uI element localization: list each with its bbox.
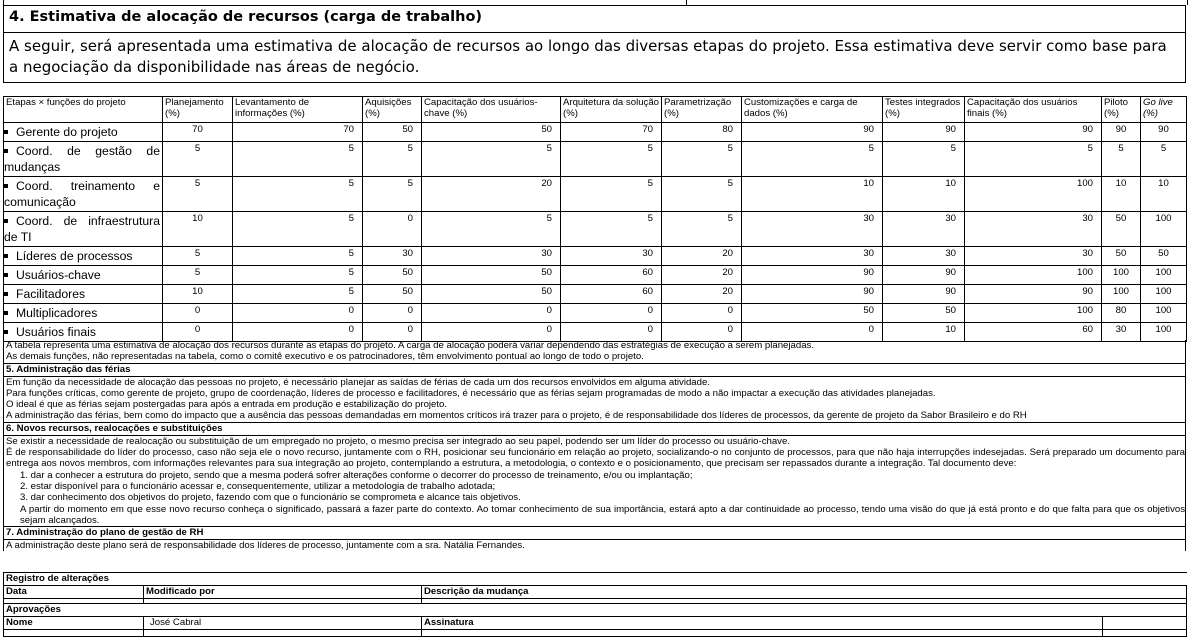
value-cell: 10 <box>1102 177 1141 212</box>
column-header: Assinatura <box>422 617 1103 630</box>
role-cell <box>4 142 163 177</box>
bullet-icon <box>4 311 8 315</box>
value-cell: 50 <box>422 266 561 285</box>
value-cell: 90 <box>883 123 965 142</box>
value-cell: 90 <box>742 266 883 285</box>
table-row <box>4 266 1187 285</box>
column-header: Piloto (%) <box>1102 97 1141 123</box>
bullet-icon <box>4 184 8 188</box>
value-cell: 30 <box>883 212 965 247</box>
bullet-icon <box>4 254 8 258</box>
value-cell: 10 <box>163 285 233 304</box>
value-cell: 30 <box>422 247 561 266</box>
value-cell: 80 <box>1102 304 1141 323</box>
value-cell: 50 <box>422 123 561 142</box>
paragraph: Se existir a necessidade de realocação ou substituição de um empregado no projeto, o mesmo precisa ser integrado ao seu papel, podendo ser um líder do processo ou usuário-chave. <box>6 435 790 447</box>
section-6-heading: 6. Novos recursos, realocações e substituições <box>4 422 1185 436</box>
value-cell: 10 <box>163 212 233 247</box>
value-cell: 5 <box>561 177 662 212</box>
column-header: Planejamento (%) <box>163 97 233 123</box>
value-cell: 20 <box>422 177 561 212</box>
role-cell <box>4 212 163 247</box>
column-header: Capacitação dos usuários-chave (%) <box>422 97 561 123</box>
table-row <box>4 212 1187 247</box>
notes-and-sections <box>3 340 1186 551</box>
value-cell: 100 <box>965 177 1102 212</box>
table-row <box>4 285 1187 304</box>
paragraph: Para funções críticas, como gerente de projeto, grupo de coordenação, líderes de processo e facilitadores, é necessário que as férias sejam programadas de modo a não impactar a execução das atividades planejadas. <box>6 387 936 399</box>
value-cell: 100 <box>1141 323 1187 342</box>
value-cell: 5 <box>163 247 233 266</box>
value-cell: 90 <box>883 266 965 285</box>
value-cell: 30 <box>965 212 1102 247</box>
value-cell: 5 <box>233 212 363 247</box>
value-cell: 0 <box>363 304 422 323</box>
value-cell: 5 <box>233 266 363 285</box>
role-label: Coord. treinamento e comunicação <box>4 179 160 209</box>
section-title: 4. Estimativa de alocação de recursos (carga de trabalho) <box>4 6 1185 33</box>
table-row <box>4 123 1187 142</box>
table-row <box>4 304 1187 323</box>
allocation-header-row <box>4 97 1187 123</box>
column-header: Data <box>4 586 144 599</box>
value-cell: 5 <box>1141 142 1187 177</box>
approvals-heading: Aprovações <box>4 604 1187 617</box>
role-cell <box>4 304 163 323</box>
value-cell: 0 <box>363 323 422 342</box>
value-cell: 5 <box>363 177 422 212</box>
list-item: 3. dar conhecimento dos objetivos do projeto, fazendo com que o funcionário se comprometa e alcance tais objetivos. <box>20 492 521 504</box>
column-header: Descrição da mudança <box>422 586 1187 599</box>
value-cell: 70 <box>233 123 363 142</box>
value-cell: 5 <box>662 212 742 247</box>
value-cell: 90 <box>742 123 883 142</box>
value-cell: 30 <box>363 247 422 266</box>
signature-cell[interactable] <box>1103 617 1187 630</box>
value-cell: 100 <box>1102 266 1141 285</box>
value-cell: 50 <box>1102 212 1141 247</box>
bullet-icon <box>4 219 8 223</box>
value-cell: 60 <box>965 323 1102 342</box>
value-cell: 50 <box>883 304 965 323</box>
column-header: Arquitetura da solução (%) <box>561 97 662 123</box>
section-4-header <box>3 5 1186 83</box>
value-cell: 10 <box>883 323 965 342</box>
value-cell: 50 <box>742 304 883 323</box>
value-cell: 20 <box>662 266 742 285</box>
value-cell: 5 <box>561 142 662 177</box>
value-cell: 90 <box>1141 123 1187 142</box>
value-cell: 100 <box>965 266 1102 285</box>
value-cell: 90 <box>1102 123 1141 142</box>
role-cell <box>4 266 163 285</box>
bullet-icon <box>4 292 8 296</box>
value-cell: 50 <box>1102 247 1141 266</box>
role-cell <box>4 123 163 142</box>
role-cell <box>4 247 163 266</box>
section-intro: A seguir, será apresentada uma estimativa de alocação de recursos ao longo das diversas etapas do projeto. Essa estimativa deve servir como base para a negociação da disponibilidade nas áreas de negócio. <box>9 37 1167 76</box>
value-cell: 60 <box>561 266 662 285</box>
value-cell: 80 <box>662 123 742 142</box>
paragraph: Em função da necessidade de alocação das pessoas no projeto, é necessário planejar as saídas de férias de cada um dos recursos envolvidos em alguma atividade. <box>6 376 710 388</box>
bullet-icon <box>4 273 8 277</box>
role-cell <box>4 285 163 304</box>
value-cell: 10 <box>742 177 883 212</box>
value-cell: 30 <box>965 247 1102 266</box>
paragraph: A administração deste plano será de responsabilidade dos líderes de processo, juntamente com a sra. Natália Fernandes. <box>6 540 525 552</box>
value-cell: 50 <box>363 285 422 304</box>
value-cell: 90 <box>883 285 965 304</box>
value-cell: 5 <box>662 177 742 212</box>
value-cell: 5 <box>662 142 742 177</box>
value-cell: 90 <box>965 123 1102 142</box>
value-cell: 30 <box>561 247 662 266</box>
value-cell: 20 <box>662 285 742 304</box>
value-cell: 70 <box>163 123 233 142</box>
value-cell: 100 <box>965 304 1102 323</box>
column-header: Customizações e carga de dados (%) <box>742 97 883 123</box>
paragraph: O ideal é que as férias sejam postergadas para após a entrada em produção e estabilização do projeto. <box>6 399 448 411</box>
role-label: Gerente do projeto <box>16 125 118 139</box>
value-cell: 10 <box>883 177 965 212</box>
value-cell: 50 <box>363 266 422 285</box>
value-cell: 0 <box>233 323 363 342</box>
value-cell: 100 <box>1141 266 1187 285</box>
value-cell: 0 <box>422 304 561 323</box>
value-cell: 0 <box>163 304 233 323</box>
value-cell: 50 <box>422 285 561 304</box>
value-cell: 20 <box>662 247 742 266</box>
role-label: Coord. de gestão de mudanças <box>4 144 160 174</box>
role-label: Facilitadores <box>16 287 86 301</box>
value-cell: 10 <box>1141 177 1187 212</box>
value-cell: 5 <box>561 212 662 247</box>
table-note: As demais funções, não representadas na tabela, como o comitê executivo e os patrocinadores, têm envolvimento pontual ao longo de todo o projeto. <box>6 351 644 363</box>
value-cell: 100 <box>1141 285 1187 304</box>
role-label: Multiplicadores <box>16 306 98 320</box>
value-cell: 5 <box>422 212 561 247</box>
paragraph: A partir do momento em que esse novo recurso conheça o significado, passará a fazer parte do contexto. Ao tomar conhecimento de sua importância, estará apto a dar continuidade ao processo, tendo uma visão do que já está pronto e do que falta para que os objetivos sejam alcançados. <box>20 503 1185 526</box>
column-header: Etapas × funções do projeto <box>4 97 163 123</box>
value-cell: 100 <box>1141 304 1187 323</box>
change-log-heading: Registro de alterações <box>4 573 1187 586</box>
column-header: Aquisições (%) <box>363 97 422 123</box>
value-cell: 30 <box>742 247 883 266</box>
value-cell: 5 <box>883 142 965 177</box>
section-5-heading: 5. Administração das férias <box>4 363 1185 377</box>
value-cell: 5 <box>233 285 363 304</box>
value-cell: 5 <box>233 142 363 177</box>
value-cell: 5 <box>742 142 883 177</box>
value-cell: 5 <box>965 142 1102 177</box>
value-cell: 5 <box>233 247 363 266</box>
value-cell: 0 <box>163 323 233 342</box>
value-cell: 5 <box>163 142 233 177</box>
change-log-table <box>3 572 1187 637</box>
value-cell: 5 <box>233 177 363 212</box>
allocation-table <box>3 96 1187 342</box>
column-header: Capacitação dos usuários finais (%) <box>965 97 1102 123</box>
column-header: Modificado por <box>144 586 422 599</box>
approver-name: José Cabral <box>144 617 422 630</box>
column-header: Testes integrados (%) <box>883 97 965 123</box>
paragraph: É de responsabilidade do líder do processo, caso não seja ele o novo recurso, juntamente com o RH, posicionar seu funcionário em relação ao projeto, socializando-o no conjunto de processos, para que não haja interrupções indesejadas. Será preparado um documento para entrega aos novos membros, com informações relevantes para sua integração ao projeto, contemplando a estrutura, a metodologia, o contexto e o posicionamento, que precisam ser repassados durante a integração. Tal documento deve: <box>6 447 1185 470</box>
value-cell: 0 <box>662 323 742 342</box>
bullet-icon <box>4 149 8 153</box>
value-cell: 100 <box>1102 285 1141 304</box>
value-cell: 5 <box>163 177 233 212</box>
value-cell: 0 <box>742 323 883 342</box>
value-cell: 90 <box>965 285 1102 304</box>
value-cell: 0 <box>561 323 662 342</box>
value-cell: 100 <box>1141 212 1187 247</box>
value-cell: 0 <box>422 323 561 342</box>
role-label: Líderes de processos <box>16 249 133 263</box>
value-cell: 90 <box>742 285 883 304</box>
section-7-heading: 7. Administração do plano de gestão de RH <box>4 526 1185 540</box>
value-cell: 5 <box>363 142 422 177</box>
value-cell: 5 <box>1102 142 1141 177</box>
bullet-icon <box>4 130 8 134</box>
value-cell: 0 <box>363 212 422 247</box>
role-cell <box>4 177 163 212</box>
table-row <box>4 142 1187 177</box>
table-note: A tabela representa uma estimativa de alocação dos recursos durante as etapas do projeto. A carga de alocação poderá variar dependendo das estratégias de execução a serem planejadas. <box>6 340 814 351</box>
value-cell: 50 <box>363 123 422 142</box>
value-cell: 50 <box>1141 247 1187 266</box>
table-row <box>4 247 1187 266</box>
value-cell: 30 <box>742 212 883 247</box>
role-label: Usuários-chave <box>16 268 101 282</box>
value-cell: 0 <box>662 304 742 323</box>
role-label: Usuários finais <box>16 325 96 339</box>
value-cell: 60 <box>561 285 662 304</box>
table-row <box>4 177 1187 212</box>
bullet-icon <box>4 330 8 334</box>
value-cell: 30 <box>883 247 965 266</box>
value-cell: 70 <box>561 123 662 142</box>
paragraph: A administração das férias, bem como do impacto que a ausência das pessoas demandadas em momentos críticos irá trazer para o projeto, é de responsabilidade dos líderes de processos, da gerente de projeto da Sabor Brasileiro e do RH <box>6 410 1027 422</box>
value-cell: 0 <box>233 304 363 323</box>
table-row <box>4 323 1187 342</box>
value-cell: 5 <box>163 266 233 285</box>
column-header: Go live (%) <box>1141 97 1187 123</box>
column-header: Nome <box>4 617 144 630</box>
list-item: 2. estar disponível para o funcionário acessar e, consequentemente, utilizar a metodologia de trabalho adotada; <box>20 480 496 492</box>
column-header: Parametrização (%) <box>662 97 742 123</box>
value-cell: 0 <box>561 304 662 323</box>
role-label: Coord. de infraestrutura de TI <box>4 214 160 244</box>
list-item: 1. dar a conhecer a estrutura do projeto, sendo que a mesma poderá sofrer alterações conforme o decorrer do processo de treinamento, e/ou ou implantação; <box>20 469 693 481</box>
role-cell <box>4 323 163 342</box>
value-cell: 30 <box>1102 323 1141 342</box>
column-header: Levantamento de informações (%) <box>233 97 363 123</box>
value-cell: 5 <box>422 142 561 177</box>
